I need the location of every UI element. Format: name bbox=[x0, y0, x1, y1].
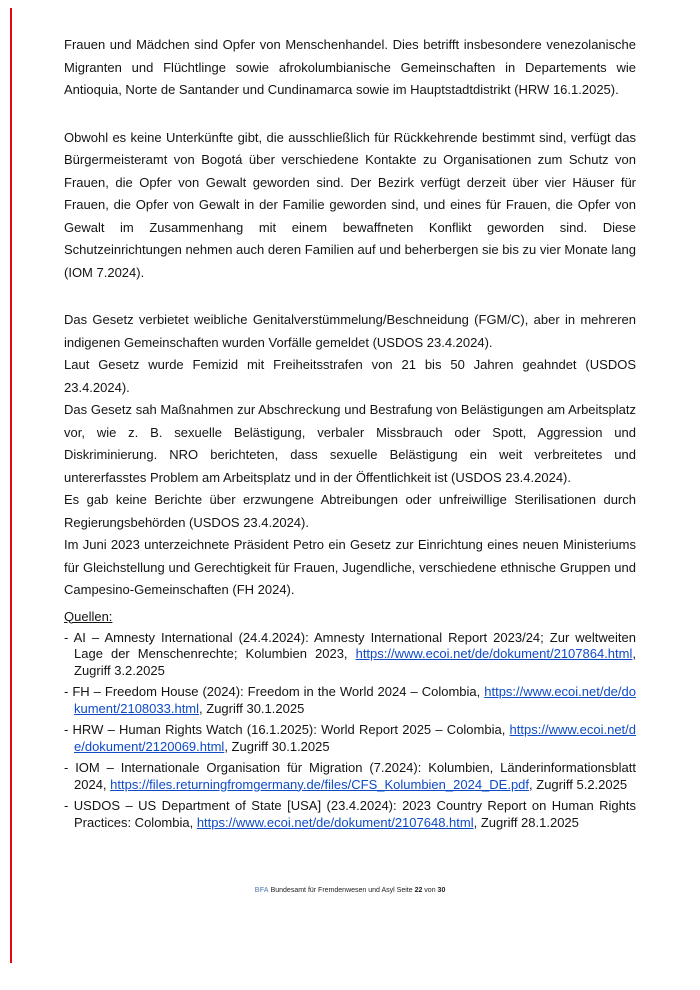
paragraph-shelters: Obwohl es keine Unterkünfte gibt, die ausschließlich für Rückkehrende bestimmt sind, verfügt das Bürgermeisteramt von Bogotá über verschiedene Kontakte zu Organisationen zum Schutz von Frauen, die Opfer von Gewalt geworden sind. Der Bezirk verfügt derzeit über vier Häuser für Frauen, die Opfer von Gewalt in der Familie geworden sind, und eines für Frauen, die Opfer von Gewalt im Zusammenhang mit einem bewaffneten Konflikt geworden sind. Diese Schutzeinrichtungen nehmen auch deren Familien auf und beherbergen sie bis zu vier Monate lang (IOM 7.2024). bbox=[64, 129, 636, 280]
footer-page-total: 30 bbox=[437, 887, 446, 894]
source-text: , Zugriff 5.2.2025 bbox=[529, 776, 628, 792]
source-link[interactable]: https://www.ecoi.net/de/dokument/2108033.html bbox=[74, 684, 636, 716]
source-text: - IOM – Internationale Organisation für Migration (7.2024): Kolumbien, Länderinformationsblatt 2024, bbox=[64, 760, 636, 792]
footer-page-label: Seite bbox=[396, 887, 415, 894]
paragraph-abortions: Es gab keine Berichte über erzwungene Abtreibungen oder unfreiwillige Sterilisationen durch Regierungsbehörden (USDOS 23.4.2024). bbox=[64, 492, 636, 530]
footer-page-sep: von bbox=[422, 887, 438, 894]
source-text: , Zugriff 30.1.2025 bbox=[224, 738, 330, 754]
source-link[interactable]: https://www.ecoi.net/de/dokument/2107648.html bbox=[196, 814, 474, 830]
source-item-hrw bbox=[64, 722, 636, 755]
sources-heading: Quellen: bbox=[64, 608, 113, 624]
paragraph-harassment: Das Gesetz sah Maßnahmen zur Abschreckung und Bestrafung von Belästigungen am Arbeitsplatz vor, wie z. B. sexuelle Belästigung, verbaler Missbrauch oder Spott, Aggression und Diskriminierung. NRO berichteten, dass sexuelle Belästigung ein weit verbreitetes und untererfasstes Problem am Arbeitsplatz und in der Öffentlichkeit ist (USDOS 23.4.2024). bbox=[64, 402, 636, 485]
source-link[interactable]: https://www.ecoi.net/de/dokument/2107864.html bbox=[355, 646, 633, 661]
paragraph-trafficking: Frauen und Mädchen sind Opfer von Menschenhandel. Dies betrifft insbesondere venezolanische Migranten und Flüchtlinge sowie afrokolumbianische Gemeinschaften in Departements wie Antioquia, Norte de Santander und Cundinamarca sowie im Hauptstadtdistrikt (HRW 16.1.2025). bbox=[64, 37, 636, 97]
source-item-iom bbox=[64, 760, 636, 793]
revision-change-bar bbox=[10, 8, 12, 963]
source-item-fh bbox=[64, 684, 636, 717]
source-link[interactable]: https://files.returningfromgermany.de/files/CFS_Kolumbien_2024_DE.pdf bbox=[110, 776, 530, 792]
footer-org-name: Bundesamt für Fremdenwesen und Asyl bbox=[268, 887, 397, 894]
footer-page-current: 22 bbox=[414, 887, 423, 894]
source-item-usdos bbox=[64, 798, 636, 831]
page-footer bbox=[0, 886, 700, 896]
source-text: - FH – Freedom House (2024): Freedom in the World 2024 – Colombia, bbox=[64, 684, 485, 699]
source-link[interactable]: https://www.ecoi.net/de/dokument/2120069.html bbox=[74, 722, 636, 754]
source-text: - USDOS – US Department of State [USA] (23.4.2024): 2023 Country Report on Human Rights Practices: Colombia, bbox=[64, 798, 636, 830]
bfa-logo-text: BFA bbox=[254, 887, 269, 894]
source-list bbox=[64, 630, 636, 832]
source-text: - AI – Amnesty International (24.4.2024): Amnesty International Report 2023/24; Zur weltweiten Lage der Menschenrechte; Kolumbien 2023, bbox=[64, 629, 636, 661]
paragraph-ministry: Im Juni 2023 unterzeichnete Präsident Petro ein Gesetz zur Einrichtung eines neuen Ministeriums für Gleichstellung und Gerechtigkeit für Frauen, Jugendliche, verschiedene ethnische Gruppen und Campesino-Gemeinschaften (FH 2024). bbox=[64, 537, 636, 597]
source-text: , Zugriff 30.1.2025 bbox=[199, 700, 305, 716]
source-text: - HRW – Human Rights Watch (16.1.2025): World Report 2025 – Colombia, bbox=[64, 722, 510, 737]
page-content bbox=[64, 34, 636, 836]
source-item-ai bbox=[64, 630, 636, 680]
source-text: , Zugriff 28.1.2025 bbox=[473, 814, 579, 830]
source-text: , Zugriff 3.2.2025 bbox=[74, 646, 636, 678]
paragraph-femizid: Laut Gesetz wurde Femizid mit Freiheitsstrafen von 21 bis 50 Jahren geahndet (USDOS 23.4.2024). bbox=[64, 357, 636, 395]
paragraph-fgm: Das Gesetz verbietet weibliche Genitalverstümmelung/Beschneidung (FGM/C), aber in mehreren indigenen Gemeinschaften wurden Vorfälle gemeldet (USDOS 23.4.2024). bbox=[64, 312, 636, 350]
